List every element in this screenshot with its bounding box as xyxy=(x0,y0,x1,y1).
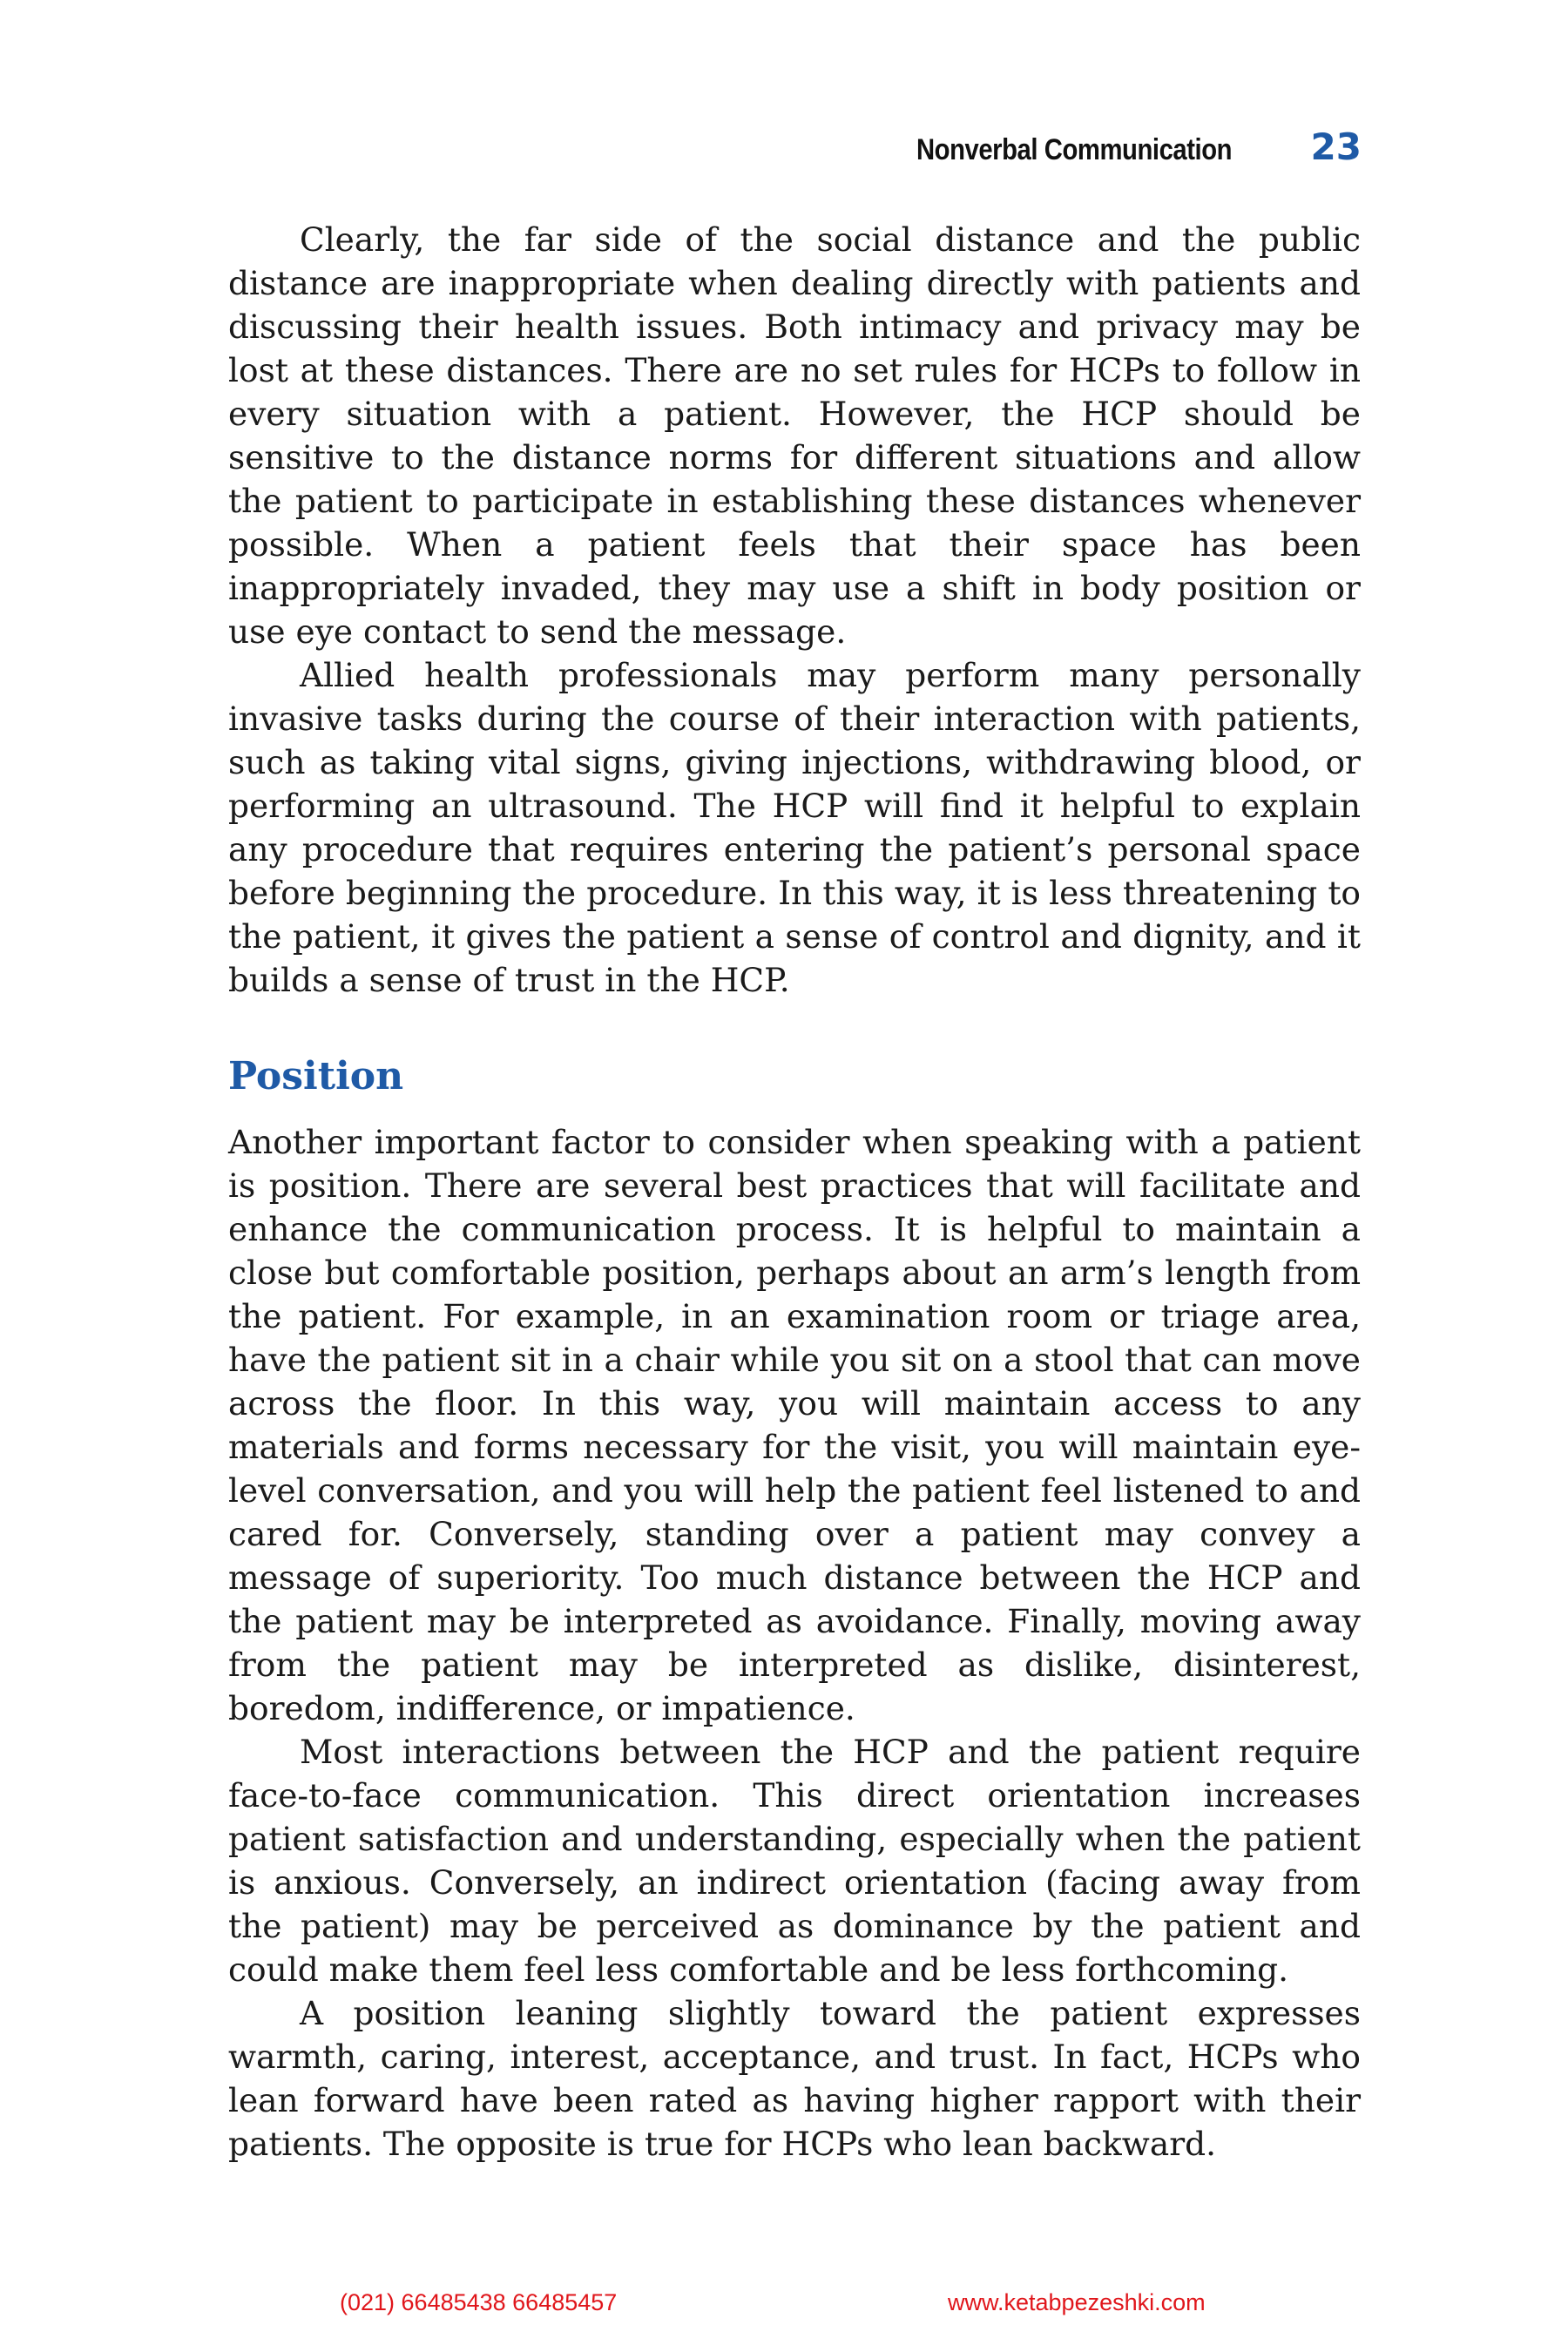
running-title: Nonverbal Communication xyxy=(916,133,1233,166)
running-head xyxy=(865,125,1362,168)
paragraph: Another important factor to consider when speaking with a patient is position. There are several best practices that will facilitate and enhance the communication process. It is helpful to maintain a close but comfortable position, perhaps about an arm’s length from the patient. For example, in an examination room or triage area, have the patient sit in a chair while you sit on a stool that can move across the floor. In this way, you will maintain access to any materials and forms necessary for the visit, you will maintain eye-level conversation, and you will help the patient feel listened to and cared for. Conversely, standing over a patient may convey a message of superiority. Too much distance between the HCP and the patient may be interpreted as avoidance. Finally, moving away from the patient may be interpreted as dislike, disinterest, boredom, indifference, or impatience. xyxy=(228,1123,1361,1727)
footer-website: www.ketabpezeshki.com xyxy=(948,2289,1206,2315)
paragraph: Clearly, the far side of the social distance and the public distance are inappropriate when dealing directly with patients and discussing their health issues. Both intimacy and privacy may be lost at these distances. There are no set rules for HCPs to follow in every situation with a patient. However, the HCP should be sensitive to the distance norms for different situations and allow the patient to participate in establishing these distances whenever possible. When a patient feels that their space has been inappropriately invaded, they may use a shift in body position or use eye contact to send the message. xyxy=(228,220,1361,651)
paragraph: Allied health professionals may perform many personally invasive tasks during the course of their interaction with patients, such as taking vital signs, giving injections, withdrawing blood, or performing an ultrasound. The HCP will find it helpful to explain any procedure that requires entering the patient’s personal space before beginning the procedure. In this way, it is less threatening to the patient, it gives the patient a sense of control and dignity, and it builds a sense of trust in the HCP. xyxy=(228,656,1361,999)
paragraph: Most interactions between the HCP and the patient require face-to-face communication. This direct orientation increases patient satisfaction and understanding, especially when the patient is anxious. Conversely, an indirect orientation (facing away from the patient) may be perceived as dominance by the patient and could make them feel less comfortable and be less forthcoming. xyxy=(228,1733,1361,1989)
page-number: 23 xyxy=(1310,125,1362,168)
footer-phone: (021) 66485438 66485457 xyxy=(340,2289,618,2315)
body-text xyxy=(228,218,1361,2166)
section-heading-position: Position xyxy=(228,1054,404,1098)
paragraph: A position leaning slightly toward the patient expresses warmth, caring, interest, acceptance, and trust. In fact, HCPs who lean forward have been rated as having higher rapport with their patients. The opposite is true for HCPs who lean backward. xyxy=(228,1994,1361,2163)
